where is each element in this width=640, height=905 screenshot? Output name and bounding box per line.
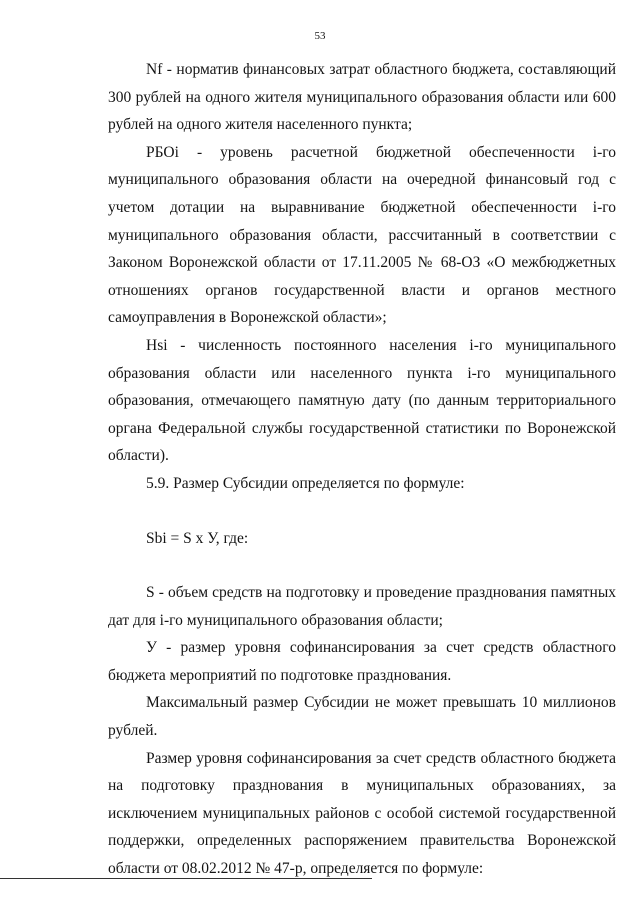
paragraph-u-definition: У - размер уровня софинансирования за счет средств областного бюджета мероприятий по подготовке празднования.: [108, 639, 616, 684]
paragraph-cofinancing-level: Размер уровня софинансирования за счет средств областного бюджета на подготовку празднования в муниципальных образованиях, за исключением муниципальных районов с особой системой государственной поддержки, определенных распоряжением правительства Воронежской области от 08.02.2012 № 47-р, определяется по формуле:: [108, 749, 616, 878]
document-body: [108, 56, 616, 883]
paragraph-rboi-definition: РБОi - уровень расчетной бюджетной обеспеченности i-го муниципального образования области на очередной финансовый год с учетом дотации на выравнивание бюджетной обеспеченности i-го муниципального образования области, рассчитанный в соответствии с Законом Воронежской области от 17.11.2005 № 68-ОЗ «О межбюджетных отношениях органов государственной власти и органов местного самоуправления в Воронежской области»;: [108, 143, 616, 327]
formula-sbi: Sbi = S x У, где:: [146, 529, 249, 547]
spacer: [108, 498, 616, 525]
spacer: [108, 552, 616, 579]
paragraph-hsi-definition: Hsi - численность постоянного населения i-го муниципального образования области или населенного пункта i-го муниципального образования, отмечающего памятную дату (по данным территориального органа Федеральной службы государственной статистики по Воронежской области).: [108, 336, 616, 465]
page-number: 53: [314, 30, 326, 42]
footer-divider: [0, 878, 372, 879]
paragraph-s-definition: S - объем средств на подготовку и проведение празднования памятных дат для i-го муниципального образования области;: [108, 584, 616, 629]
paragraph-section-5-9: 5.9. Размер Субсидии определяется по формуле:: [146, 474, 465, 492]
paragraph-max-subsidy: Максимальный размер Субсидии не может превышать 10 миллионов рублей.: [108, 694, 616, 740]
paragraph-nf-definition: Nf - норматив финансовых затрат областного бюджета, составляющий 300 рублей на одного жителя муниципального образования области или 600 рублей на одного жителя населенного пункта;: [108, 61, 616, 134]
